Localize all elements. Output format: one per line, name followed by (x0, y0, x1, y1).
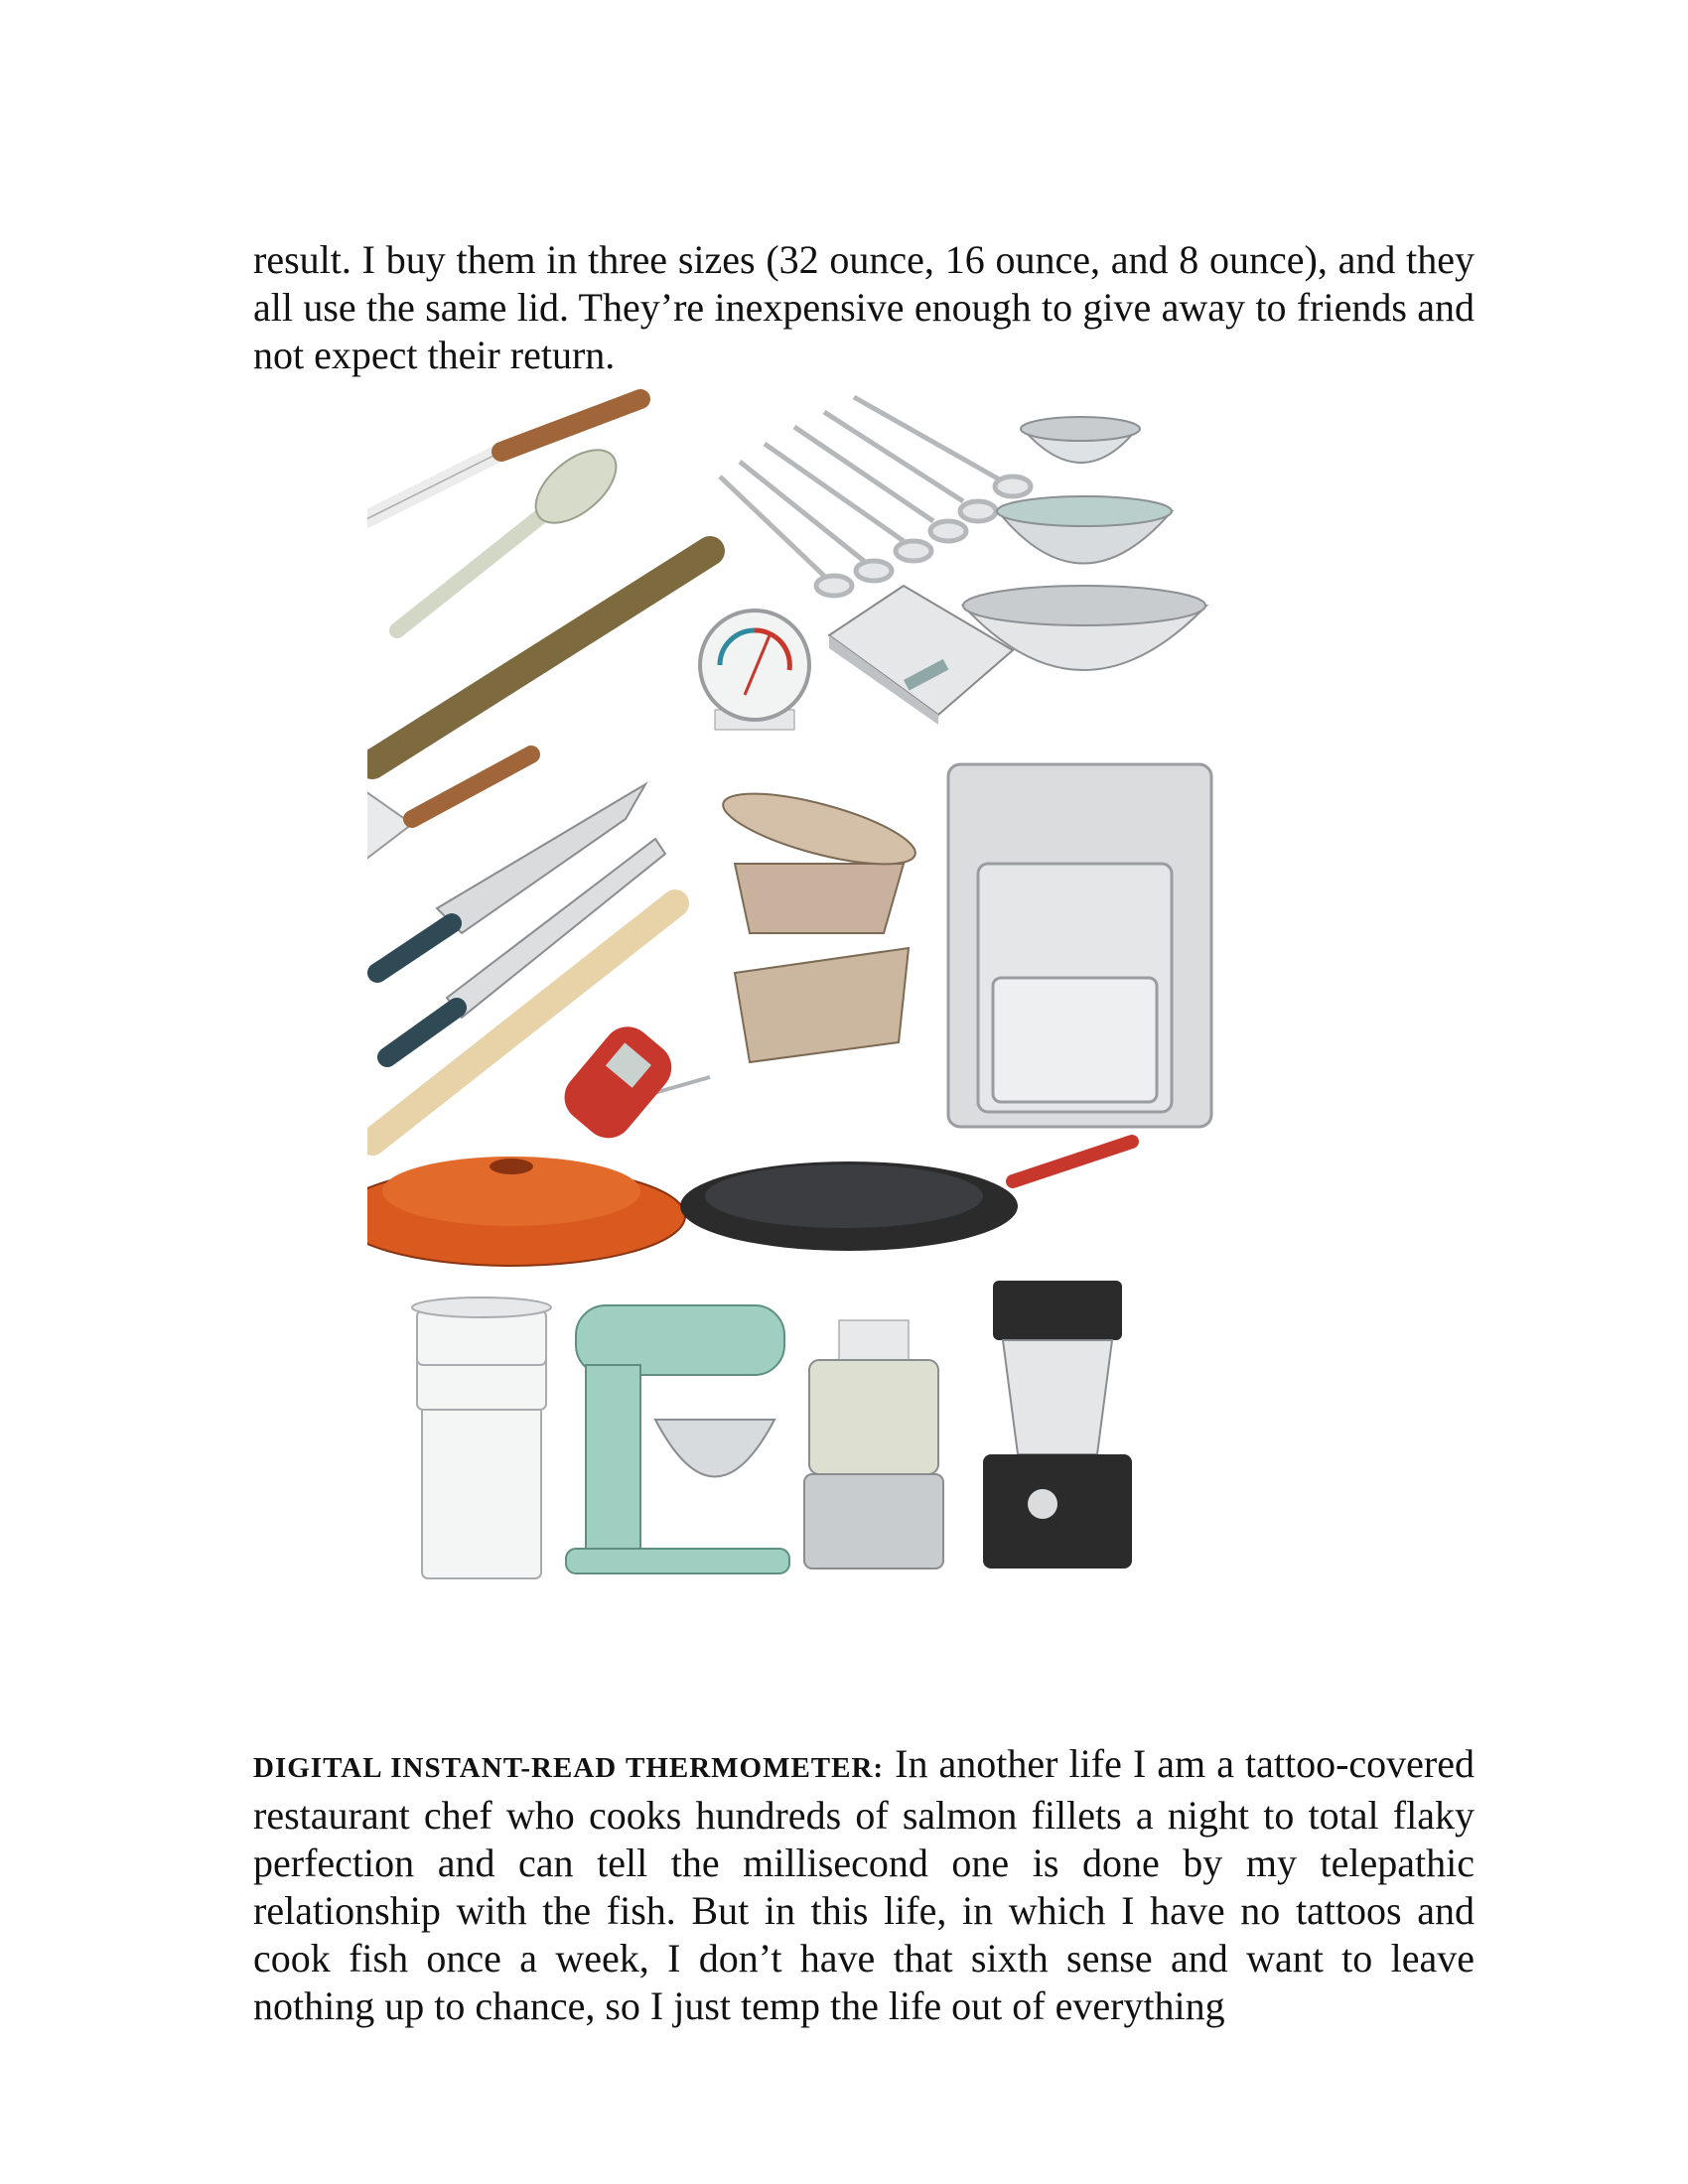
food-processor (804, 1320, 943, 1569)
dutch-oven (367, 1157, 685, 1266)
stand-mixer (566, 1305, 789, 1573)
tongs (720, 397, 1031, 596)
kitchen-tools-illustration (367, 382, 1321, 1643)
sheet-pans (948, 764, 1211, 1127)
cake-pans (717, 779, 921, 933)
deli-containers (412, 1297, 551, 1578)
thermometer-body: In another life I am a tattoo-covered restaurant chef who cooks hundreds of salmon fillets a night to total flaky perfection and can tell the millisecond one is done by my telepathic relationship with the fish. But in this life, in which I have no tattoos and cook fish once a week, I don’t have that sixth sense and want to leave nothing up to chance, so I just temp the life out of everything (253, 1741, 1476, 2028)
silicone-spoon (397, 436, 629, 630)
blender (983, 1281, 1132, 1569)
rolling-pin (372, 551, 710, 764)
thermometer-heading: DIGITAL INSTANT-READ THERMOMETER: (253, 1752, 885, 1784)
intro-paragraph: result. I buy them in three sizes (32 ounce, 16 ounce, and 8 ounce), and they all use the same lid. They’re inexpensive enough to give away to friends and not expect their return. (253, 237, 1475, 377)
oven-thermometer (700, 611, 809, 730)
mixing-bowls (963, 417, 1206, 670)
loaf-pan (735, 948, 909, 1062)
digital-thermometer (554, 1017, 710, 1148)
skillet (680, 1142, 1132, 1251)
thermometer-paragraph (253, 1740, 1475, 2030)
